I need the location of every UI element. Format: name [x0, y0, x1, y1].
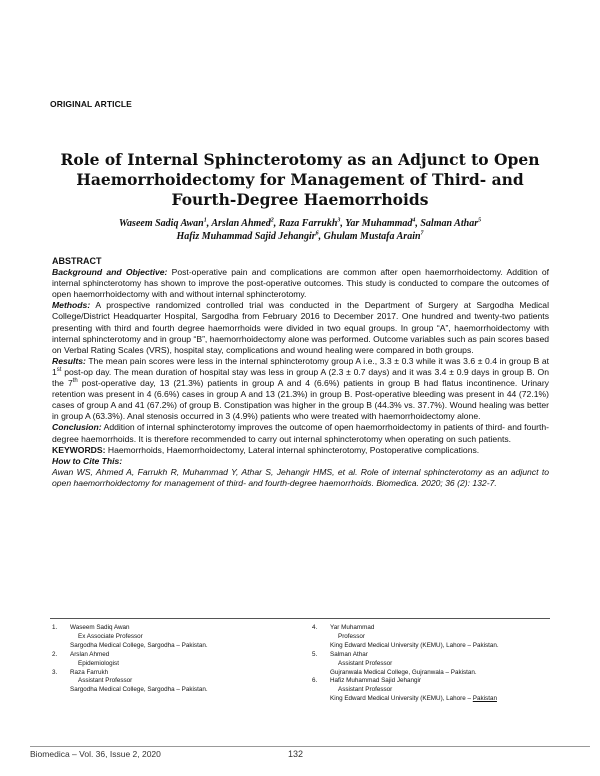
affiliation-number: 2. [52, 650, 58, 658]
author-sep: , [318, 230, 324, 242]
author-sep: , [206, 218, 212, 229]
author-mark: 6 [315, 230, 319, 237]
affiliation-name: Waseem Sadiq Awan [70, 624, 130, 631]
affiliation-number: 5. [312, 650, 318, 658]
methods-text: A prospective randomized controlled trial was conducted in the Department of Surgery at Sargodha Medical College/District Headquarter Hospital, Sargodha from February 2016 to December 2017. One hundred and twenty-two patients presenting with third and fourth degree haemorrhoids were divided in two equal groups. In group “A”, haemorrhoidectomy with internal sphincterotomy and in group “B”, haemorrhoidectomy alone was performed. Outcome variables such as pain scores based on Verbal Rating Scales (VRS), hospital stay, complications and wound healing were compared in both groups. [52, 300, 549, 355]
affiliation-place: Sargodha Medical College, Sargodha – Pakistan. [70, 686, 208, 694]
how-to-cite [52, 456, 549, 467]
affiliation-item [52, 651, 302, 669]
author-sep: , [340, 218, 346, 229]
affiliation-place: Gujranwala Medical College, Gujranwala – Pakistan. [330, 668, 477, 676]
affiliation-position: Professor [338, 632, 365, 640]
results-text: The mean pain scores were less in the internal sphincterotomy group A i.e., 3.3 ± 0.3 while it was 3.6 ± 0.4 in group B at 1 [52, 355, 549, 377]
affiliation-number: 6. [312, 677, 318, 685]
affiliation-position: Assistant Professor [78, 677, 133, 685]
affiliation-number: 4. [312, 624, 318, 631]
affiliation-place: Sargodha Medical College, Sargodha – Pakistan. [70, 641, 208, 649]
abstract-background [52, 267, 549, 300]
author-mark: 2 [270, 217, 274, 224]
abstract-results [52, 356, 549, 423]
keywords [52, 445, 549, 456]
abstract-conclusion [52, 422, 549, 444]
affiliation-name: Hafiz Muhammad Sajid Jehangir [330, 677, 421, 685]
ordinal-sup: st [56, 367, 62, 374]
affiliation-name: Yar Muhammad [330, 624, 375, 631]
conclusion-text: Addition of internal sphincterotomy improves the outcome of open haemorrhoidectomy in patients of third- and fourth-degree haemorrhoids. It is therefore recommended to carry out internal sphincterotomy when operating on such patients. [52, 422, 549, 444]
author-sep: , [273, 218, 279, 229]
affiliation-position: Epidemiologist [78, 659, 119, 667]
affiliation-position: Assistant Professor [338, 659, 393, 667]
affiliation-item [312, 651, 552, 678]
affiliation-place: King Edward Medical University (KEMU), Lahore – Pakistan. [330, 641, 499, 649]
affiliation-divider [50, 618, 550, 619]
keywords-label: KEYWORDS: [52, 444, 106, 455]
author-name: Hafiz Muhammad Sajid Jehangir [176, 230, 316, 242]
author-mark: 7 [420, 230, 424, 237]
affiliation-item [312, 677, 552, 704]
author-mark: 3 [337, 217, 341, 224]
affiliation-place-text: King Edward Medical University (KEMU), Lahore – [330, 695, 473, 703]
conclusion-label: Conclusion: [52, 422, 102, 433]
journal-footer: Biomedica – Vol. 36, Issue 2, 2020 [30, 749, 161, 759]
affiliation-number: 3. [52, 668, 58, 676]
author-mark: 1 [203, 217, 207, 224]
author-name: Salman Athar [420, 218, 479, 229]
citation-text: Awan WS, Ahmed A, Farrukh R, Muhammad Y, Athar S, Jehangir HMS, et al. Role of internal sphincterotomy as an adjunct to open haemorrhoidectomy for management of third- and fourth-degree haemorrhoids. Biomedica. 2020; 36 (2): 132-7. [52, 466, 549, 488]
results-text: post-op day. The mean duration of hospital stay was less in group A (2.3 ± 0.7 days) and it was 3.4 ± 0.9 days in group B. On the 7 [52, 366, 549, 389]
section-label: ORIGINAL ARTICLE [50, 99, 132, 109]
author-list [70, 218, 530, 243]
methods-label: Methods: [52, 300, 91, 311]
author-mark: 4 [412, 217, 416, 224]
background-label: Background and Objective: [52, 267, 168, 278]
author-name: Yar Muhammad [345, 218, 413, 229]
author-sep: , [415, 218, 421, 229]
affiliation-country-link: Pakistan [472, 695, 497, 703]
footer-divider [30, 746, 590, 747]
article-title: Role of Internal Sphincterotomy as an Adjunct to Open Haemorrhoidectomy for Management of Third- and Fourth-Degree Haemorrhoids [60, 150, 540, 209]
affiliation-position: Assistant Professor [338, 686, 393, 694]
affiliation-item [52, 624, 302, 651]
author-name: Ghulam Mustafa Arain [323, 230, 421, 242]
author-mark: 5 [478, 217, 482, 224]
results-text: post-operative day, 13 (21.3%) patients in group A and 4 (6.6%) patients in group B had flatus incontinence. Urinary retention was present in 4 (6.6%) cases in group A and 13 (21.3%) in group B. Post-operative bleeding was present in 44 (72.1%) cases of group A and 41 (67.2%) of group B. Constipation was higher in the group B (44.3% vs. 37.7%). Wound healing was better in group A (63.3%). Anal stenosis occurred in 3 (4.9%) patients who were treated with haemorrhoidectomy alone. [52, 378, 549, 422]
abstract-heading: ABSTRACT [52, 256, 102, 266]
results-label: Results: [52, 355, 86, 366]
affiliation-item [312, 624, 552, 651]
affiliation-place [330, 695, 497, 704]
affiliation-name: Salman Athar [330, 650, 368, 658]
affiliation-number: 1. [52, 624, 58, 631]
abstract-methods [52, 300, 549, 355]
keywords-text: Haemorrhoids, Haemorrhoidectomy, Lateral internal sphincterotomy, Postoperative complications. [105, 444, 480, 455]
page-number: 132 [288, 749, 304, 759]
affiliation-name: Arslan Ahmed [70, 650, 110, 658]
author-name: Raza Farrukh [278, 218, 338, 229]
background-text: Post-operative pain and complications are common after open haemorrhoidectomy. Addition of internal sphincterotomy has shown to improve the post-operative outcomes. This study is conducted to compare the outcomes of open haemorrhoidectomy with and without internal sphincterotomy. [52, 267, 549, 300]
ordinal-sup: th [72, 378, 78, 385]
affiliations-left [52, 624, 302, 695]
affiliation-item [52, 669, 302, 696]
affiliation-position: Ex Associate Professor [78, 632, 143, 640]
affiliations-right [312, 624, 552, 704]
author-name: Waseem Sadiq Awan [118, 218, 204, 229]
affiliation-name: Raza Farrukh [70, 668, 109, 676]
author-name: Arslan Ahmed [211, 218, 271, 229]
abstract [52, 256, 549, 489]
cite-label: How to Cite This: [52, 455, 123, 466]
